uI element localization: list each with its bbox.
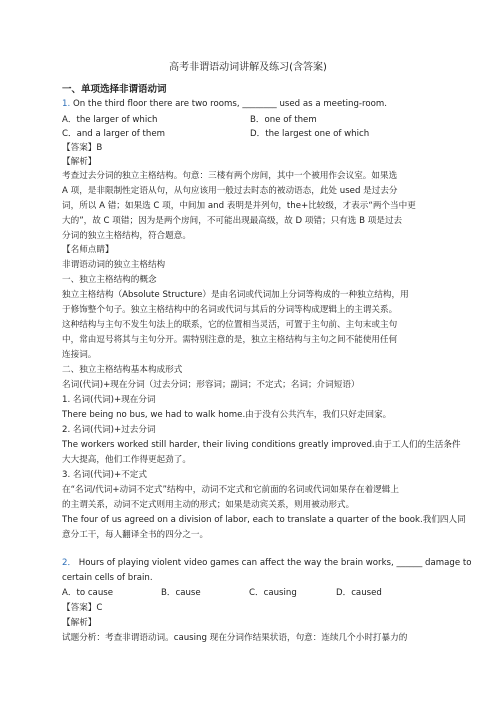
option-c: C．causing (249, 588, 297, 598)
tip-line: 二、独立主格结构基本构成形式 (62, 365, 183, 375)
question-number: 2． (62, 558, 77, 568)
option-a: A．to cause (62, 588, 114, 598)
answer-label: 【答案】C (62, 603, 103, 613)
tip-line: 中，常由逗号将其与主句分开。需特别注意的是，独立主格结构与主句之间不能使用任何 (62, 335, 398, 345)
page-title: 高考非谓语动词讲解及练习(含答案) (169, 62, 327, 73)
analysis-line: 大的”，故 C 项错；因为是两个房间，不可能出现最高级，故 D 项错；只有选 B 项是过去 (62, 216, 403, 226)
analysis-heading: 【解析】 (62, 157, 97, 167)
question-text: On the third floor there are two rooms, ________ used as a meeting-room. (72, 99, 387, 109)
tip-line: 意分工干，每人翻译全书的四分之一。 (62, 530, 209, 540)
analysis-line: 词，所以 A 错；如果选 C 项，中间加 and 表明是并列句，the+比较级，才表示“两个当中更 (62, 201, 416, 211)
tip-line: 在“名词/代词+动词不定式”结构中，动词不定式和它前面的名词或代词如果存在着逻辑上 (62, 485, 399, 495)
tip-line: There being no bus, we had to walk home.由于没有公共汽车，我们只好走回家。 (62, 410, 392, 420)
tip-line: 独立主格结构（Absolute Structure）是由名词或代词加上分词等构成的一种独立结构，用 (62, 290, 409, 300)
analysis-line: 考查过去分词的独立主格结构。句意：三楼有两个房间，其中一个被用作会议室。如果选 (62, 171, 398, 181)
analysis-line: 分词的独立主格结构，符合题意。 (62, 231, 191, 241)
question-text: Hours of playing violent video games can affect the way the brain works, ______ damage to (78, 558, 472, 568)
tip-line: 这种结构与主句不发生句法上的联系，它的位置相当灵活，可置于主句前、主句末或主句 (62, 320, 398, 330)
tip-line: 于修饰整个句子。独立主格结构中的名词或代词与其后的分词等构成逻辑上的主谓关系。 (62, 305, 398, 315)
tip-line: 非谓语动词的独立主格结构 (62, 260, 166, 270)
section-heading: 一、单项选择非谓语动词 (62, 84, 167, 95)
tip-line: 连接词。 (62, 350, 97, 360)
tip-line: 大大提高，他们工作得更起劲了。 (62, 455, 191, 465)
analysis-line: 试题分析：考查非谓语动词。causing 现在分词作结果状语，句意：连续几个小时打暴力的 (62, 633, 408, 643)
tip-line: 3. 名词(代词)+不定式 (62, 470, 147, 480)
question-number: 1. (62, 99, 71, 109)
tip-line: 名词(代词)+现在分词（过去分词；形容词；副词；不定式；名词；介词短语） (62, 380, 360, 390)
tip-line: The workers worked still harder, their living conditions greatly improved.由于工人们的生活条件 (62, 440, 461, 450)
option-a: A．the larger of which (62, 115, 158, 125)
option-d: D．the largest one of which (250, 129, 370, 139)
tip-line: 1. 名词(代词)+现在分词 (62, 395, 156, 405)
question-2-stem (62, 557, 471, 569)
option-c: C．and a larger of them (62, 129, 166, 139)
analysis-line: A 项，是非限制性定语从句，从句应该用一般过去时态的被动语态，此处 used 是过去分 (62, 186, 398, 196)
option-b: B．cause (161, 588, 201, 598)
analysis-heading: 【解析】 (62, 618, 97, 628)
tip-line: 一、独立主格结构的概念 (62, 275, 157, 285)
tip-line: The four of us agreed on a division of labor, each to translate a quarter of the book.我们四人同 (62, 515, 466, 525)
option-b: B．one of them (250, 115, 317, 125)
question-text-cont: certain cells of brain. (62, 573, 153, 583)
answer-label: 【答案】B (62, 143, 103, 153)
tip-line: 2. 名词(代词)+过去分词 (62, 425, 156, 435)
tip-heading: 【名师点睛】 (62, 245, 114, 255)
question-1-stem (62, 98, 387, 110)
option-d: D．caused (336, 588, 382, 598)
tip-line: 的主谓关系，动词不定式则用主动的形式；如果是动宾关系，则用被动形式。 (62, 500, 355, 510)
